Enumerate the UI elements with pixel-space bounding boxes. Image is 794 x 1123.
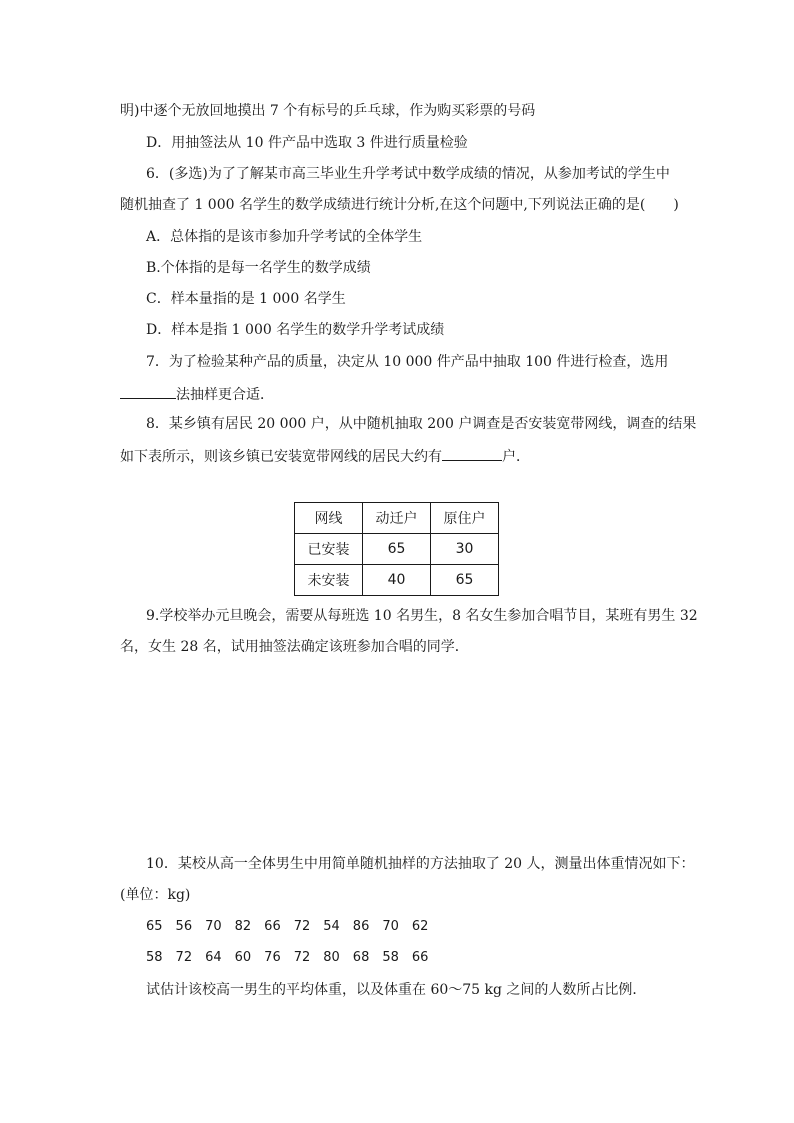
table-cell: 40 xyxy=(363,565,431,596)
table-cell: 已安装 xyxy=(295,534,363,565)
question-7-stem-cont xyxy=(120,384,274,404)
broadband-table xyxy=(294,502,499,596)
question-6-stem-cont: 随机抽查了 1 000 名学生的数学成绩进行统计分析,在这个问题中,下列说法正确的是( ) xyxy=(120,197,679,213)
table-header-cell: 网线 xyxy=(295,503,363,534)
question-8-text: 如下表所示，则该乡镇已安装宽带网线的居民大约有 xyxy=(120,449,442,465)
question-6-option-d: D．样本是指 1 000 名学生的数学升学考试成绩 xyxy=(146,322,445,338)
question-10-unit: (单位：kg) xyxy=(120,887,191,903)
question-10-task: 试估计该校高一男生的平均体重，以及体重在 60～75 kg 之间的人数所占比例． xyxy=(146,982,647,998)
question-9-stem-cont: 名，女生 28 名，试用抽签法确定该班参加合唱的同学． xyxy=(120,639,469,655)
weight-data-row-2: 58 72 64 60 76 72 80 68 58 66 xyxy=(146,950,429,965)
table-cell: 65 xyxy=(363,534,431,565)
table-header-row xyxy=(295,503,499,534)
answer-blank xyxy=(442,446,502,461)
table-row xyxy=(295,534,499,565)
text-line: 明)中逐个无放回地摸出 7 个有标号的乒乓球，作为购买彩票的号码 xyxy=(120,103,536,119)
question-9-stem: 9.学校举办元旦晚会，需要从每班选 10 名男生，8 名女生参加合唱节目，某班有男生 32 xyxy=(146,608,698,624)
question-7-text: 法抽样更合适． xyxy=(176,387,274,403)
table-header-cell: 动迁户 xyxy=(363,503,431,534)
table-header-cell: 原住户 xyxy=(431,503,499,534)
table-row xyxy=(295,565,499,596)
question-10-stem: 10．某校从高一全体男生中用简单随机抽样的方法抽取了 20 人，测量出体重情况如下： xyxy=(146,856,695,872)
answer-blank xyxy=(120,384,176,399)
table-cell: 65 xyxy=(431,565,499,596)
question-8-stem-cont xyxy=(120,446,530,466)
table-cell: 30 xyxy=(431,534,499,565)
question-7-stem: 7．为了检验某种产品的质量，决定从 10 000 件产品中抽取 100 件进行检查，选用 xyxy=(146,354,669,370)
option-d: D．用抽签法从 10 件产品中选取 3 件进行质量检验 xyxy=(146,135,468,151)
question-6-option-c: C．样本量指的是 1 000 名学生 xyxy=(146,291,346,307)
table-cell: 未安装 xyxy=(295,565,363,596)
question-8-text-end: 户． xyxy=(502,449,530,465)
question-6-stem: 6．(多选)为了了解某市高三毕业生升学考试中数学成绩的情况，从参加考试的学生中 xyxy=(146,166,670,182)
question-8-stem: 8．某乡镇有居民 20 000 户，从中随机抽取 200 户调查是否安装宽带网线，调查的结果 xyxy=(146,416,697,432)
question-6-option-b: B.个体指的是每一名学生的数学成绩 xyxy=(146,260,371,276)
weight-data-row-1: 65 56 70 82 66 72 54 86 70 62 xyxy=(146,919,429,934)
question-6-option-a: A．总体指的是该市参加升学考试的全体学生 xyxy=(146,229,423,245)
